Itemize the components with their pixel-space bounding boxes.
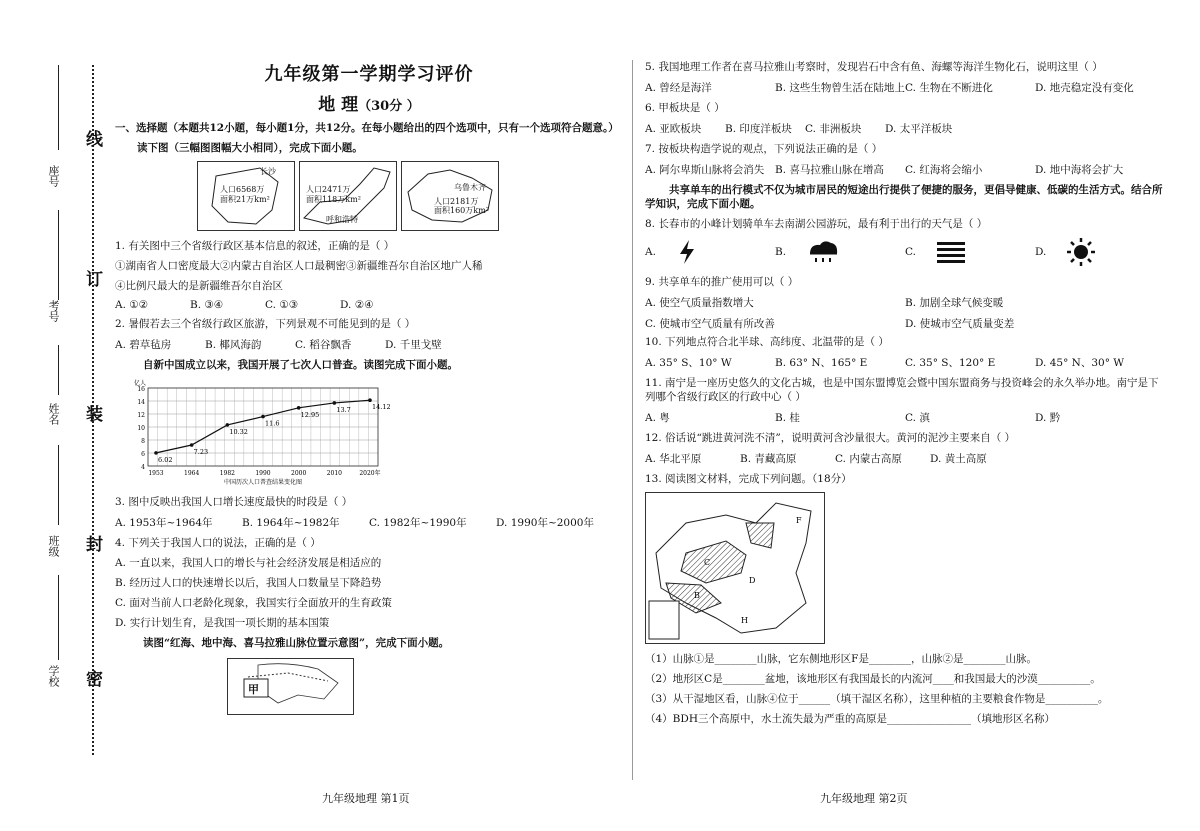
question-13-part-4[interactable]: （4）BDH三个高原中，水土流失最为严重的高原是________________（填地形区名称） [645, 713, 1055, 725]
population-chart [120, 376, 390, 486]
y-tick-label: 8 [141, 438, 145, 445]
option[interactable]: A. ①② [115, 299, 149, 311]
fog-icon [936, 240, 966, 264]
data-point [154, 451, 158, 455]
option[interactable]: D. 千里戈壁 [385, 339, 442, 351]
option[interactable]: A. 粤 [645, 412, 670, 424]
option-b[interactable] [775, 238, 905, 266]
school-label: 学校 [47, 665, 60, 687]
map-area: 面积160万km² [434, 206, 489, 215]
x-tick-label: 2020年 [359, 470, 381, 477]
option[interactable]: C. 滇 [905, 412, 930, 424]
option[interactable]: A. 阿尔卑斯山脉将会消失 [645, 164, 765, 176]
exam-no-label: 考号 [47, 300, 60, 322]
footer-right: 九年级地理 第2页 [820, 792, 908, 805]
question-8: 8. 长春市的小峰计划骑单车去南湖公园游玩，最有利于出行的天气是（ ） [645, 218, 988, 230]
y-tick-label: 14 [137, 399, 145, 406]
data-label: 6.02 [158, 455, 173, 464]
data-point [226, 423, 230, 427]
school-line [58, 575, 59, 660]
data-label: 12.95 [300, 410, 320, 419]
option[interactable]: A. 碧草毡房 [115, 339, 172, 351]
china-terrain-map [645, 492, 825, 644]
region-label-f: F [796, 516, 802, 525]
page-divider [632, 60, 633, 780]
data-point [261, 415, 265, 419]
class-line [58, 445, 59, 525]
option[interactable]: C. 非洲板块 [805, 123, 862, 135]
province-map-hunan [197, 161, 295, 231]
option[interactable]: D. 1990年~2000年 [496, 517, 594, 529]
option[interactable]: C. 内蒙古高原 [835, 453, 902, 465]
option[interactable]: C. 使城市空气质量有所改善 [645, 318, 775, 330]
question-4-option-c[interactable]: C. 面对当前人口老龄化现象，我国实行全面放开的生育政策 [115, 597, 392, 609]
y-tick-label: 6 [141, 451, 145, 458]
map-area: 面积21万km² [220, 195, 270, 204]
option-a[interactable] [645, 239, 775, 265]
y-tick-label: 12 [137, 412, 145, 419]
question-2-options [115, 337, 475, 352]
right-page [645, 60, 1165, 732]
option[interactable]: C. 1982年~1990年 [369, 517, 467, 529]
chart-caption: 中国历次人口普查结果变化图 [223, 479, 303, 486]
option[interactable]: A. 华北平原 [645, 453, 702, 465]
region-label-c: C [704, 558, 711, 567]
seal-char-2: 订 [82, 270, 102, 287]
x-tick-label: 1953 [148, 470, 164, 477]
seal-char-5: 密 [82, 670, 102, 687]
y-tick-label: 16 [137, 386, 145, 393]
option-c[interactable] [905, 240, 1035, 264]
region-label-b: B [694, 591, 700, 600]
option[interactable]: B. 这些生物曾生活在陆地上 [775, 82, 905, 94]
x-tick-label: 1982 [219, 470, 235, 477]
option[interactable]: B. 椰风海韵 [205, 339, 262, 351]
bike-intro: 共享单车的出行模式不仅为城市居民的短途出行提供了便捷的服务，更倡导健康、低碳的生活方式。结合所学知识，完成下面小题。 [645, 184, 1163, 210]
question-12: 12. 俗话说“跳进黄河洗不清”，说明黄河含沙量很大。黄河的泥沙主要来自（ ） [645, 432, 1016, 444]
question-12-options [645, 451, 1025, 466]
option-letter: B. [775, 246, 787, 258]
question-13-part-1[interactable]: （1）山脉①是________山脉，它东侧地形区F是________，山脉②是________山脉。 [645, 653, 1037, 665]
option[interactable]: A. 35° S、10° W [645, 357, 732, 369]
province-map-xinjiang [401, 161, 499, 231]
question-6: 6. 甲板块是（ ） [645, 102, 725, 114]
section-heading: 一、选择题（本题共12小题，每小题1分，共12分。在每小题给出的四个选项中，只有一个选项符合题意。） [115, 122, 619, 134]
option[interactable]: C. 红海将会缩小 [905, 164, 983, 176]
option[interactable]: D. 黄土高原 [930, 453, 987, 465]
option[interactable]: D. 地壳稳定没有变化 [1035, 82, 1134, 94]
sun-icon [1066, 237, 1096, 267]
option[interactable]: B. 印度洋板块 [725, 123, 792, 135]
exam-title: 九年级第一学期学习评价 [264, 64, 474, 85]
question-3: 3. 图中反映出我国人口增长速度最快的时段是（ ） [115, 496, 353, 508]
question-4-option-d[interactable]: D. 实行计划生育，是我国一项长期的基本国策 [115, 617, 330, 629]
question-7-options [645, 162, 1165, 177]
question-7: 7. 按板块构造学说的观点，下列说法正确的是（ ） [645, 143, 883, 155]
x-tick-label: 1990 [255, 470, 271, 477]
seal-char-4: 封 [82, 535, 102, 552]
option[interactable]: D. 黔 [1035, 412, 1061, 424]
option-letter: A. [645, 246, 656, 258]
left-page [115, 60, 623, 723]
map-city: 呼和浩特 [326, 215, 358, 224]
map-city: 长沙 [260, 167, 276, 176]
rain-cloud-icon [806, 238, 840, 266]
option[interactable]: D. 使城市空气质量变差 [905, 318, 1015, 330]
option[interactable]: B. 青藏高原 [740, 453, 797, 465]
question-9-options [645, 295, 1165, 331]
map-pop: 人口6568万 [220, 185, 265, 194]
option[interactable]: B. 63° N、165° E [775, 357, 868, 369]
y-axis-label: 亿人 [134, 380, 147, 387]
subject-name: 地 理 [318, 95, 359, 115]
seat-line [58, 65, 59, 150]
question-4-option-b[interactable]: B. 经历过人口的快速增长以后，我国人口数量呈下降趋势 [115, 577, 382, 589]
data-point [333, 401, 337, 405]
map-pop: 人口2471万 [306, 185, 351, 194]
option[interactable]: A. 使空气质量指数增大 [645, 297, 754, 309]
subject-title [115, 90, 623, 115]
question-1-statements-a: ①湖南省人口密度最大②内蒙古自治区人口最稠密③新疆维吾尔自治区地广人稀 [115, 260, 483, 272]
option[interactable]: B. 喜马拉雅山脉在增高 [775, 164, 884, 176]
plate-location-map [227, 658, 354, 715]
china-map-shape [646, 493, 824, 643]
name-label: 姓名 [47, 403, 60, 425]
option-d[interactable] [1035, 237, 1165, 267]
option[interactable]: C. 35° S、120° E [905, 357, 996, 369]
question-13-part-2[interactable]: （2）地形区C是________盆地，该地形区有我国最长的内流河____和我国最大的沙漠__________。 [645, 673, 1101, 685]
mountain-intro: 读图“红海、地中海、喜马拉雅山脉位置示意图”，完成下面小题。 [143, 637, 450, 649]
question-13-part-3[interactable]: （3）从干湿地区看，山脉④位于______（填干湿区名称），这里种植的主要粮食作物是__________。 [645, 693, 1109, 705]
option[interactable]: B. 1964年~1982年 [242, 517, 340, 529]
question-6-options [645, 121, 965, 136]
seal-char-3: 装 [82, 405, 102, 422]
data-label: 14.12 [372, 403, 390, 412]
option[interactable]: A. 曾经是海洋 [645, 82, 712, 94]
question-4-option-a[interactable]: A. 一直以来，我国人口的增长与社会经济发展是相适应的 [115, 557, 382, 569]
region-label-d: D [749, 576, 756, 585]
map-area: 面积118万km² [306, 195, 361, 204]
census-intro: 自新中国成立以来，我国开展了七次人口普查。读图完成下面小题。 [143, 359, 458, 371]
y-tick-label: 4 [141, 464, 145, 471]
footer-left: 九年级地理 第1页 [322, 792, 410, 805]
data-label: 10.32 [229, 427, 248, 436]
option[interactable]: C. ①③ [265, 299, 299, 311]
question-11: 11. 南宁是一座历史悠久的文化古城，也是中国东盟博览会暨中国东盟商务与投资峰会的永久举办地。南宁是下列哪个省级行政区的行政中心（ ） [645, 377, 1159, 403]
option[interactable]: A. 1953年~1964年 [115, 517, 213, 529]
class-label: 班级 [47, 535, 60, 557]
province-maps [197, 161, 623, 231]
option-letter: D. [1035, 246, 1047, 258]
question-5: 5. 我国地理工作者在喜马拉雅山考察时，发现岩石中含有鱼、海螺等海洋生物化石，说明这里（ ） [645, 61, 1103, 73]
question-1: 1. 有关图中三个省级行政区基本信息的叙述，正确的是（ ） [115, 240, 395, 252]
option[interactable]: C. 生物在不断进化 [905, 82, 993, 94]
x-tick-label: 2000 [291, 470, 307, 477]
data-point [368, 398, 372, 402]
name-line [58, 345, 59, 395]
data-label: 11.6 [265, 419, 280, 428]
data-label: 7.23 [193, 448, 209, 457]
question-1-statements-b: ④比例尺最大的是新疆维吾尔自治区 [115, 280, 283, 292]
map-city: 乌鲁木齐 [454, 183, 486, 192]
region-label-h: H [741, 616, 748, 625]
option[interactable]: B. ③④ [190, 299, 224, 311]
y-tick-label: 10 [137, 425, 145, 432]
province-map-neimenggu [299, 161, 397, 231]
option[interactable]: C. 稻谷飘香 [295, 339, 352, 351]
option[interactable]: B. 加剧全球气候变暖 [905, 297, 1004, 309]
seal-char-1: 线 [82, 130, 102, 147]
option-letter: C. [905, 246, 916, 258]
option[interactable]: D. 地中海将会扩大 [1035, 164, 1124, 176]
option[interactable]: D. ②④ [340, 299, 374, 311]
question-8-options [645, 237, 1165, 267]
data-point [190, 443, 194, 447]
question-5-options [645, 80, 1165, 95]
option[interactable]: A. 亚欧板块 [645, 123, 702, 135]
question-9: 9. 共享单车的推广使用可以（ ） [645, 276, 799, 288]
exam-no-line [58, 210, 59, 300]
question-1-options [115, 299, 415, 311]
plate-map-shape [228, 659, 353, 714]
option[interactable]: D. 45° N、30° W [1035, 357, 1125, 369]
option[interactable]: B. 桂 [775, 412, 800, 424]
binding-margin [0, 0, 105, 831]
seat-label: 座号 [47, 165, 60, 187]
option[interactable]: D. 太平洋板块 [885, 123, 953, 135]
question-13: 13. 阅读图文材料，完成下列问题。（18分） [645, 473, 852, 485]
maps-intro: 读下图（三幅图图幅大小相同），完成下面小题。 [137, 142, 363, 154]
question-3-options [115, 515, 623, 530]
subject-score: （30分 ） [358, 99, 420, 114]
x-tick-label: 1964 [184, 470, 200, 477]
question-10-options [645, 355, 1165, 370]
map-pop: 人口2181万 [434, 197, 479, 206]
question-2: 2. 暑假若去三个省级行政区旅游，下列景观不可能见到的是（ ） [115, 318, 416, 330]
lightning-icon [676, 239, 698, 265]
question-11-options [645, 410, 1165, 425]
question-4: 4. 下列关于我国人口的说法，正确的是（ ） [115, 537, 321, 549]
x-tick-label: 2010 [326, 470, 342, 477]
data-point [297, 406, 301, 410]
data-label: 13.7 [336, 405, 351, 414]
question-10: 10. 下列地点符合北半球、高纬度、北温带的是（ ） [645, 336, 889, 348]
plate-label: 甲 [248, 683, 259, 696]
